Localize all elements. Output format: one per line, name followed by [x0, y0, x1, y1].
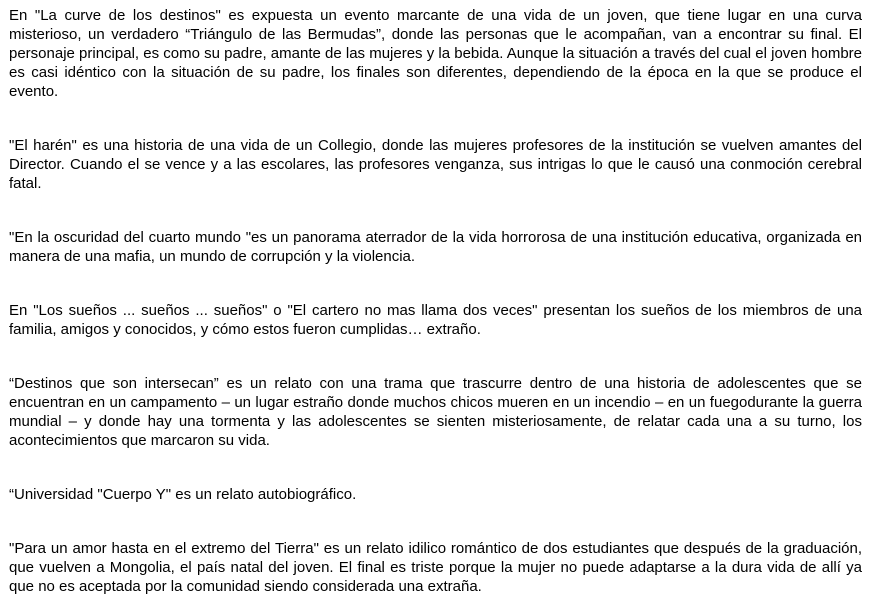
paragraph-el-haren: "El harén" es una historia de una vida de un Collegio, donde las mujeres profesores de la institución se vuelven amantes del Director. Cuando el se vence y a las escolares, las profesores venganza, sus intrigas lo que le causó una conmoción cerebral fatal. — [9, 137, 862, 192]
paragraph-spacer — [9, 101, 862, 136]
paragraph-spacer — [9, 339, 862, 374]
paragraph-los-suenos: En "Los sueños ... sueños ... sueños" o "El cartero no mas llama dos veces" presentan los sueños de los miembros de una familia, amigos y conocidos, y cómo estos fueron cumplidas… extraño. — [9, 302, 862, 338]
paragraph-la-curve-de-los-destinos: En "La curve de los destinos" es expuesta un evento marcante de una vida de un joven, que tiene lugar en una curva misterioso, un verdadero “Triángulo de las Bermudas”, donde las personas que le acompañan, van a encontrar su final. El personaje principal, es como su padre, amante de las mujeres y la bebida. Aunque la situación a través del cual el joven hombre es casi idéntico con la situación de su padre, los finales son diferentes, dependiendo de la época en la que se produce el evento. — [9, 7, 863, 100]
paragraph-destinos-intersecan: “Destinos que son intersecan” es un relato con una trama que trascurre dentro de una historia de adolescentes que se encuentran en un campamento – un lugar estraño donde muchos chicos mueren en un incendio – en un fuegodurante la guerra mundial – y donde hay una tormenta y las adolescentes se sienten misteriosamente, de relatar cada una a su turno, los acontecimientos que marcaron su vida. — [9, 375, 862, 449]
paragraph-spacer — [9, 266, 862, 301]
paragraph-spacer — [9, 450, 862, 485]
paragraph-universidad-cuerpo-y: “Universidad "Cuerpo Y" es un relato autobiográfico. — [9, 486, 357, 503]
paragraph-amor-extremo-tierra: "Para un amor hasta en el extremo del Tierra" es un relato idilico romántico de dos estudiantes que después de la graduación, que vuelven a Mongolia, el país natal del joven. El final es triste porque la mujer no puede adaptarse a la dura vida de allí ya que no es aceptada por la comunidad siendo considerada una extraña. — [9, 540, 862, 595]
paragraph-oscuridad-cuarto-mundo: "En la oscuridad del cuarto mundo "es un panorama aterrador de la vida horrorosa de una institución educativa, organizada en manera de una mafia, un mundo de corrupción y la violencia. — [9, 229, 862, 265]
paragraph-spacer — [9, 193, 862, 228]
document-body — [9, 6, 862, 596]
paragraph-spacer — [9, 504, 862, 539]
